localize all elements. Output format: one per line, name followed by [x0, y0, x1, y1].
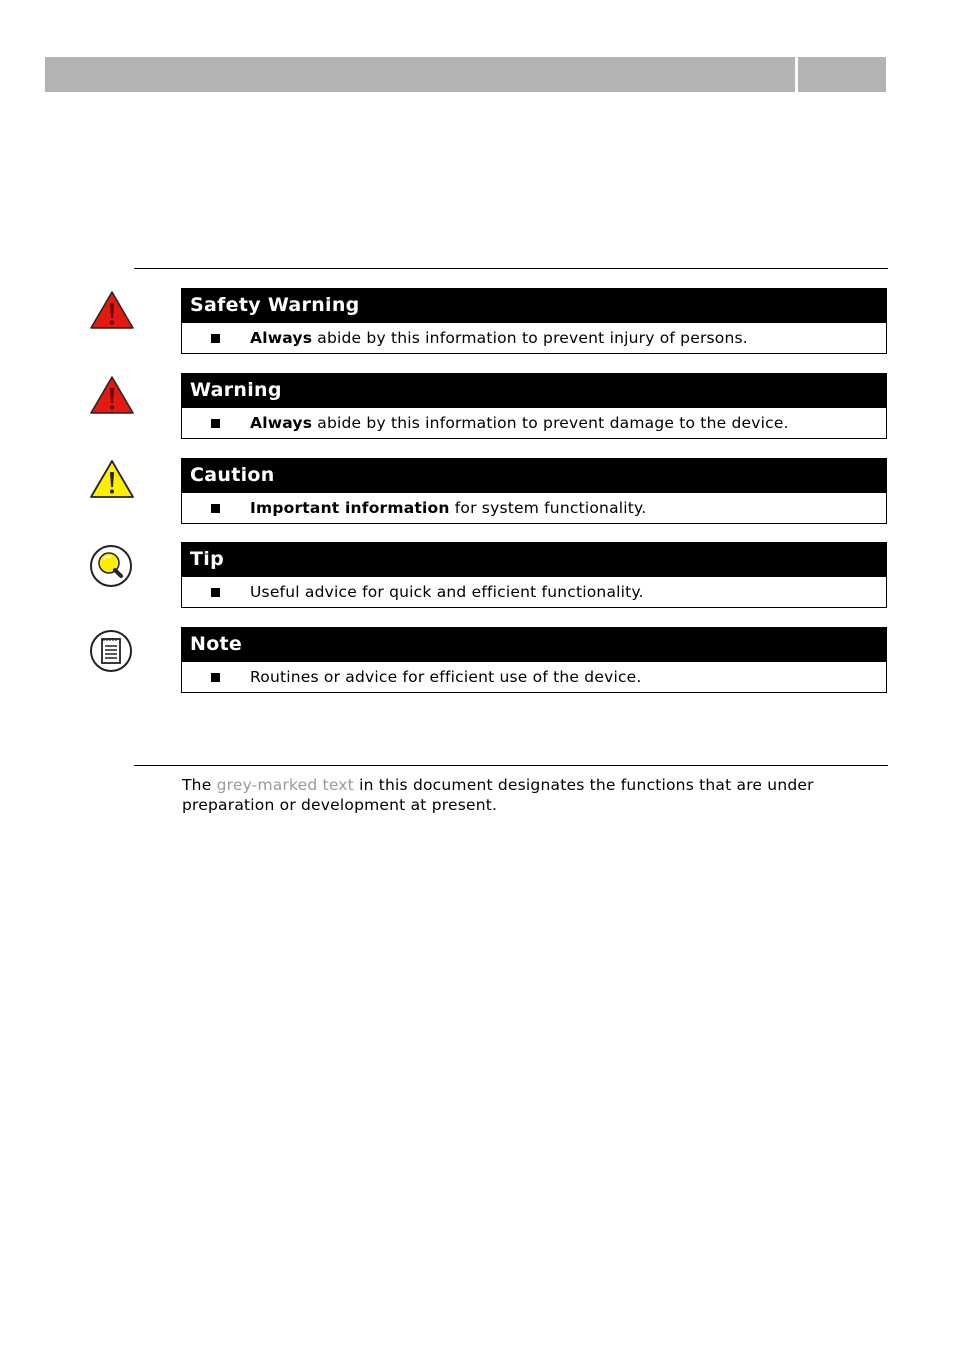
danger-triangle-icon [88, 373, 136, 421]
caution-triangle-icon [88, 457, 136, 505]
notice-title: Safety Warning [182, 289, 886, 323]
bullet [211, 504, 220, 513]
notice-tip [181, 542, 887, 608]
header-bar-page-box [798, 57, 886, 92]
notice-text: Always abide by this information to prevent injury of persons. [250, 329, 748, 347]
notice-caution [181, 458, 887, 524]
notice-text: Routines or advice for efficient use of the device. [250, 668, 642, 686]
danger-triangle-icon [88, 288, 136, 336]
notepad-icon [88, 627, 136, 675]
lightbulb-icon [88, 542, 136, 590]
grey-marked-sample: grey-marked text [216, 776, 354, 794]
bottom-divider [134, 765, 888, 766]
bullet [211, 673, 220, 682]
notice-title: Caution [182, 459, 886, 493]
notice-text: Important information for system functionality. [250, 499, 647, 517]
bullet [211, 334, 220, 343]
bullet [211, 419, 220, 428]
notice-title: Note [182, 628, 886, 662]
bullet [211, 588, 220, 597]
notice-warning [181, 373, 887, 439]
notice-text: Always abide by this information to prevent damage to the device. [250, 414, 789, 432]
notice-title: Tip [182, 543, 886, 577]
notice-text: Useful advice for quick and efficient functionality. [250, 583, 644, 601]
header-bar [45, 57, 795, 92]
notice-safety-warning [181, 288, 887, 354]
top-divider [134, 268, 888, 269]
notice-note [181, 627, 887, 693]
grey-text-footnote: The grey-marked text in this document designates the functions that are under preparation or development at present. [182, 776, 814, 814]
notice-title: Warning [182, 374, 886, 408]
